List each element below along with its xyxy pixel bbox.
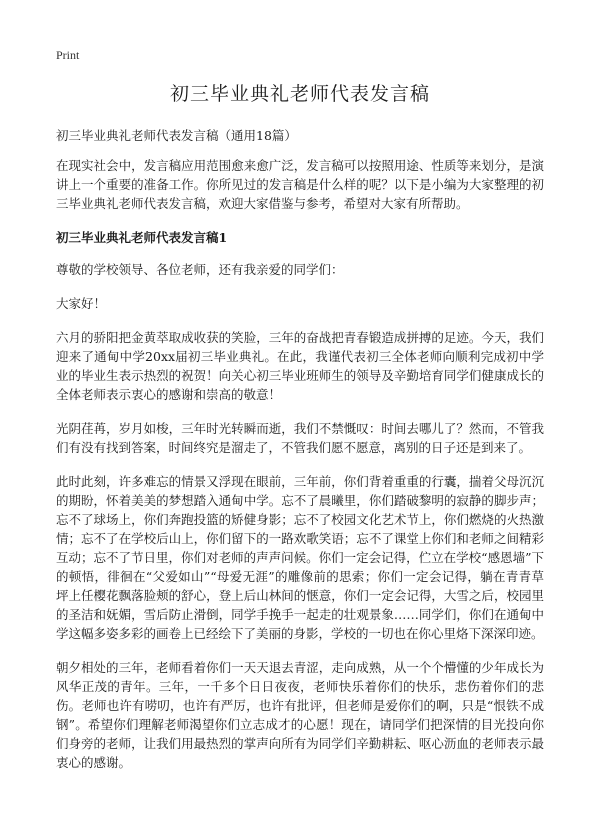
body-paragraph: 光阴荏苒，岁月如梭，三年时光转瞬而逝，我们不禁慨叹：时间去哪儿了？然而，不管我们有没有找到答案，时间终究是溜走了，不管我们愿不愿意，离别的日子还是到来了。 [56,421,544,455]
print-label: Print [56,48,80,62]
greeting-line: 尊敬的学校领导、各位老师，还有我亲爱的同学们： [56,262,344,277]
document-subtitle: 初三毕业典礼老师代表发言稿（通用18篇） [56,128,297,143]
section-heading: 初三毕业典礼老师代表发言稿1 [56,230,228,245]
intro-paragraph: 在现实社会中，发言稿应用范围愈来愈广泛，发言稿可以按照用途、性质等来划分，是演讲上一个重要的准备工作。你所见过的发言稿是什么样的呢？以下是小编为大家整理的初三毕业典礼老师代表发言稿，欢迎大家借鉴与参考，希望对大家有所帮助。 [56,158,544,211]
hello-line: 大家好！ [56,296,107,311]
body-paragraph: 六月的骄阳把金黄萃取成收获的笑脸，三年的奋战把青春锻造成拼搏的足迹。今天，我们迎来了通甸中学20xx届初三毕业典礼。在此，我谨代表初三全体老师向顺利完成初中学业的毕业生表示热烈的祝贺！向关心初三毕业班师生的领导及辛勤培育同学们健康成长的全体老师表示衷心的感谢和崇高的敬意！ [56,330,544,402]
document-title: 初三毕业典礼老师代表发言稿 [169,83,430,105]
body-paragraph: 此时此刻，许多难忘的情景又浮现在眼前，三年前，你们背着重重的行囊，揣着父母沉沉的期盼，怀着美美的梦想踏入通甸中学。忘不了晨曦里，你们踏破黎明的寂静的脚步声；忘不了球场上，你们奔跑投篮的矫健身影；忘不了校园文化艺术节上，你们燃烧的火热激情；忘不了在学校后山上，你们留下的一路欢歌笑语；忘不了课堂上你们和老师之间精彩互动；忘不了节日里，你们对老师的声声问候。你们一定会记得，伫立在学校“感恩墙”下的顿悟，徘徊在“父爱如山”“母爱无涯”的雕像前的思索；你们一定会记得，躺在青青草坪上任樱花飘落脸颊的舒心，登上后山林间的惬意，你们一定会记得，大雪之后，校园里的圣洁和妩媚，雪后防止滑倒，同学手挽手一起走的壮观景象……同学们，你们在通甸中学这幅多姿多彩的画卷上已经绘下了美丽的身影，学校的一切也在你心里烙下深深印迹。 [56,474,544,641]
body-paragraph: 朝夕相处的三年，老师看着你们一天天退去青涩，走向成熟，从一个个懵懂的少年成长为风华正茂的青年。三年，一千多个日日夜夜，老师快乐着你们的快乐，悲伤着你们的悲伤。老师也许有唠叨，也许有严厉，也许有批评，但老师是爱你们的啊，只是“恨铁不成钢”。希望你们理解老师渴望你们立志成才的心愿！现在，请同学们把深情的目光投向你们身旁的老师，让我们用最热烈的掌声向所有为同学们辛勤耕耘、呕心沥血的老师表示最衷心的感谢。 [56,660,544,770]
